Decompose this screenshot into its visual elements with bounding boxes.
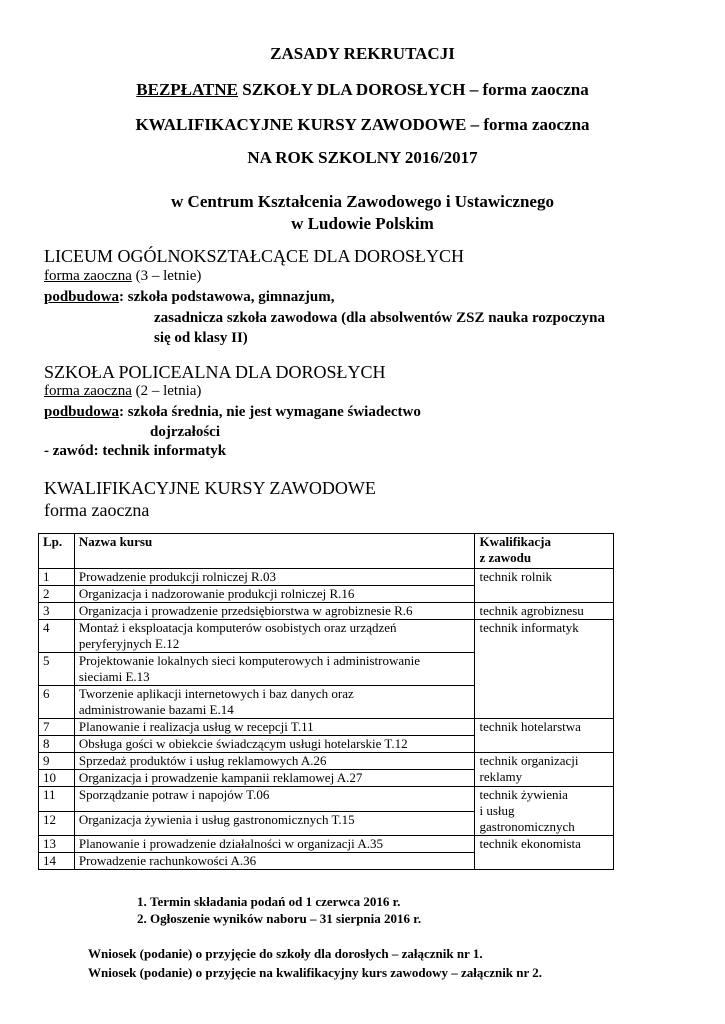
kw-technik-agrobiznesu: technik agrobiznesu	[475, 603, 614, 620]
table-row	[39, 603, 614, 620]
kw-technik-rolnik: technik rolnik	[475, 569, 614, 603]
table-row	[39, 753, 614, 770]
policealna-forma: forma zaoczna (2 – letnia)	[44, 383, 202, 399]
row-lp: 10	[39, 770, 75, 787]
kw-technik-ekonomista: technik ekonomista	[475, 836, 614, 870]
row-name: Prowadzenie produkcji rolniczej R.03	[74, 569, 475, 586]
doc-subtitle-schools: BEZPŁATNE SZKOŁY DLA DOROSŁYCH – forma zaoczna	[136, 80, 589, 99]
appendix-2: Wniosek (podanie) o przyjęcie na kwalifikacyjny kurs zawodowy – załącznik nr 2.	[88, 965, 543, 980]
row-name: Montaż i eksploatacja komputerów osobistych oraz urządzeń peryferyjnych E.12	[74, 620, 475, 653]
table-row	[39, 836, 614, 853]
row-name: Prowadzenie rachunkowości A.36	[74, 853, 475, 870]
kursy-forma: forma zaoczna	[44, 500, 150, 520]
row-lp: 5	[39, 653, 75, 686]
col-name-header: Nazwa kursu	[74, 534, 475, 569]
kw-technik-zywienia: technik żywienia i usług gastronomicznych	[475, 787, 614, 836]
liceum-forma: forma zaoczna (3 – letnie)	[44, 268, 202, 284]
table-row	[39, 569, 614, 586]
row-lp: 3	[39, 603, 75, 620]
policealna-podbudowa: podbudowa: szkoła średnia, nie jest wymagane świadectwo	[44, 404, 421, 420]
row-name: Organizacja żywienia i usług gastronomicznych T.15	[74, 811, 475, 836]
row-name: Organizacja i prowadzenie przedsiębiorstwa w agrobiznesie R.6	[74, 603, 475, 620]
liceum-podbudowa-line3: się od klasy II)	[154, 330, 248, 346]
row-name: Sporządzanie potraw i napojów T.06	[74, 787, 475, 812]
col-lp-header: Lp.	[39, 534, 75, 569]
row-name: Planowanie i prowadzenie działalności w organizacji A.35	[74, 836, 475, 853]
institution-name: w Centrum Kształcenia Zawodowego i Ustawicznego	[171, 192, 554, 211]
table-header-row	[39, 534, 614, 569]
kw-technik-reklamy: technik organizacji reklamy	[475, 753, 614, 787]
row-lp: 12	[39, 811, 75, 836]
doc-subtitle-courses: KWALIFIKACYJNE KURSY ZAWODOWE – forma zaoczna	[135, 115, 590, 134]
row-name: Obsługa gości w obiekcie świadczącym usługi hotelarskie T.12	[74, 736, 475, 753]
institution-location: w Ludowie Polskim	[291, 214, 434, 233]
col-kw-header: Kwalifikacja z zawodu	[475, 534, 614, 569]
row-name: Tworzenie aplikacji internetowych i baz danych oraz administrowanie bazami E.14	[74, 686, 475, 719]
note-item: 2. Ogłoszenie wyników naboru – 31 sierpnia 2016 r.	[150, 910, 421, 927]
row-lp: 11	[39, 787, 75, 812]
appendix-1: Wniosek (podanie) o przyjęcie do szkoły dla dorosłych – załącznik nr 1.	[88, 946, 483, 961]
notes-list	[120, 893, 421, 927]
liceum-podbudowa: podbudowa: szkoła podstawowa, gimnazjum,	[44, 289, 335, 305]
policealna-heading: SZKOŁA POLICEALNA DLA DOROSŁYCH	[44, 362, 386, 382]
row-lp: 2	[39, 586, 75, 603]
policealna-podbudowa-line2: dojrzałości	[150, 424, 220, 440]
row-name: Projektowanie lokalnych sieci komputerowych i administrowanie sieciami E.13	[74, 653, 475, 686]
row-lp: 9	[39, 753, 75, 770]
row-name: Sprzedaż produktów i usług reklamowych A.26	[74, 753, 475, 770]
kw-technik-hotelarstwa: technik hotelarstwa	[475, 719, 614, 753]
row-name: Planowanie i realizacja usług w recepcji T.11	[74, 719, 475, 736]
row-lp: 4	[39, 620, 75, 653]
row-lp: 8	[39, 736, 75, 753]
row-name: Organizacja i nadzorowanie produkcji rolniczej R.16	[74, 586, 475, 603]
row-lp: 14	[39, 853, 75, 870]
row-lp: 6	[39, 686, 75, 719]
courses-table	[38, 533, 614, 870]
table-row	[39, 719, 614, 736]
kursy-heading: KWALIFIKACYJNE KURSY ZAWODOWE	[44, 478, 376, 498]
table-row	[39, 787, 614, 812]
liceum-heading: LICEUM OGÓLNOKSZTAŁCĄCE DLA DOROSŁYCH	[44, 246, 465, 266]
row-lp: 1	[39, 569, 75, 586]
doc-title: ZASADY REKRUTACJI	[270, 44, 455, 63]
doc-school-year: NA ROK SZKOLNY 2016/2017	[247, 148, 478, 167]
note-item: 1. Termin składania podań od 1 czerwca 2016 r.	[150, 893, 421, 910]
row-lp: 7	[39, 719, 75, 736]
row-name: Organizacja i prowadzenie kampanii reklamowej A.27	[74, 770, 475, 787]
policealna-zawod: - zawód: technik informatyk	[44, 443, 227, 459]
table-row	[39, 620, 614, 653]
kw-technik-informatyk: technik informatyk	[475, 620, 614, 719]
liceum-podbudowa-line2: zasadnicza szkoła zawodowa (dla absolwentów ZSZ nauka rozpoczyna	[154, 310, 606, 326]
free-label: BEZPŁATNE	[136, 80, 238, 99]
row-lp: 13	[39, 836, 75, 853]
